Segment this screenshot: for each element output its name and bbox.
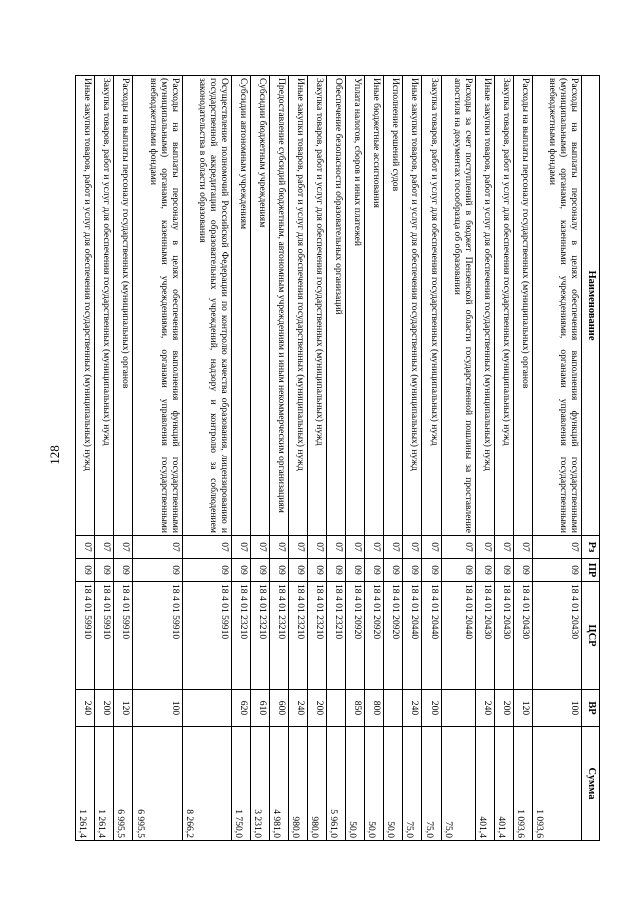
row-vr: 600 [269,690,288,727]
row-vr: 800 [365,690,384,727]
row-name: Осуществление полномочий Российской Федерации по контролю качества образования, лицензированию и государственной аккредитации образовательных учреждений, надзору и контролю за соблюдением законодательства в области образования [182,76,231,536]
row-csr: 18 4 01 23210 [250,582,269,690]
row-sum: 6 995,5 [133,727,182,841]
row-csr: 18 4 01 20440 [403,582,422,690]
row-vr [384,690,403,727]
row-sum: 6 995,5 [114,727,133,841]
row-rz: 07 [346,536,365,559]
row-rz: 07 [327,536,346,559]
table-row [403,76,422,841]
row-csr: 18 4 01 20430 [475,582,494,690]
table-row [231,76,250,841]
row-pr: 09 [269,559,288,582]
table-row [384,76,403,841]
table-row [422,76,441,841]
row-csr: 18 4 01 59910 [133,582,182,690]
row-rz: 07 [441,536,475,559]
row-pr: 09 [133,559,182,582]
row-csr: 18 4 01 20920 [365,582,384,690]
row-pr: 09 [250,559,269,582]
row-name: Расходы на выплаты персоналу государственных (муниципальных) органов [513,76,532,536]
row-name: Исполнение решений судов [384,76,403,536]
row-vr: 200 [95,690,114,727]
table-row [76,76,95,841]
row-vr [441,690,475,727]
row-rz: 07 [494,536,513,559]
row-rz: 07 [532,536,581,559]
header-sum: Сумма [582,727,600,841]
row-vr [327,690,346,727]
row-name: Закупка товаров, работ и услуг для обеспечения государственных (муниципальных) нужд [95,76,114,536]
row-pr: 09 [441,559,475,582]
row-csr: 18 4 01 20920 [384,582,403,690]
row-rz: 07 [133,536,182,559]
table-row [133,76,182,841]
row-rz: 07 [422,536,441,559]
row-sum: 980,0 [288,727,307,841]
table-header-row [582,76,600,841]
row-rz: 07 [475,536,494,559]
row-rz: 07 [513,536,532,559]
row-pr: 09 [346,559,365,582]
row-sum: 75,0 [441,727,475,841]
row-pr: 09 [365,559,384,582]
row-csr: 18 4 01 59910 [76,582,95,690]
row-pr: 09 [288,559,307,582]
table-row [513,76,532,841]
row-pr: 09 [182,559,231,582]
row-name: Обеспечение безопасности образовательных организаций [327,76,346,536]
table-row [475,76,494,841]
row-pr: 09 [76,559,95,582]
row-rz: 07 [365,536,384,559]
row-csr: 18 4 01 23210 [288,582,307,690]
row-rz: 07 [95,536,114,559]
row-rz: 07 [384,536,403,559]
row-name: Расходы на выплаты персоналу государственных (муниципальных) органов [114,76,133,536]
row-csr: 18 4 01 23210 [231,582,250,690]
row-pr: 09 [231,559,250,582]
row-rz: 07 [403,536,422,559]
row-sum: 1 261,4 [76,727,95,841]
header-vr: ВР [582,690,600,727]
row-rz: 07 [308,536,327,559]
row-pr: 09 [403,559,422,582]
table-row [95,76,114,841]
row-vr: 200 [308,690,327,727]
row-sum: 75,0 [403,727,422,841]
row-csr: 18 4 01 59910 [95,582,114,690]
row-rz: 07 [231,536,250,559]
row-name: Расходы за счет поступлений в бюджет Пензенской области государственной пошлины за проставление апостиля на документах госообразца об образовании [441,76,475,536]
table-row [494,76,513,841]
row-csr: 18 4 01 20430 [513,582,532,690]
row-pr: 09 [494,559,513,582]
row-csr: 18 4 01 20430 [494,582,513,690]
row-vr: 850 [346,690,365,727]
row-vr: 610 [250,690,269,727]
row-name: Уплата налогов, сборов и иных платежей [346,76,365,536]
row-name: Расходы на выплаты персоналу в целях обеспечения выполнения функций государственными (муниципальными) органами, казенными учреждениями, органами управления государственными внебюджетными фондами [532,76,581,536]
row-sum: 50,0 [384,727,403,841]
row-sum: 75,0 [422,727,441,841]
table-row [327,76,346,841]
table-row [182,76,231,841]
row-vr: 240 [403,690,422,727]
row-csr: 18 4 01 20440 [441,582,475,690]
row-vr: 200 [494,690,513,727]
row-vr: 100 [133,690,182,727]
row-sum: 1 750,0 [231,727,250,841]
row-rz: 07 [76,536,95,559]
row-sum: 8 266,2 [182,727,231,841]
table-row [114,76,133,841]
row-sum: 1 093,6 [513,727,532,841]
budget-table-container [75,75,600,840]
page-number: 128 [47,445,62,465]
header-pr: ПР [582,559,600,582]
row-name: Закупка товаров, работ и услуг для обеспечения государственных (муниципальных) нужд [422,76,441,536]
table-row [365,76,384,841]
table-row [269,76,288,841]
row-sum: 401,4 [494,727,513,841]
header-rz: Рз [582,536,600,559]
row-name: Иные закупки товаров, работ и услуг для обеспечения государственных (муниципальных) нужд [76,76,95,536]
table-row [441,76,475,841]
row-name: Предоставление субсидий бюджетным, автономным учреждениям и иным некоммерческим организациям [269,76,288,536]
row-name: Иные закупки товаров, работ и услуг для обеспечения государственных (муниципальных) нужд [475,76,494,536]
row-sum: 50,0 [365,727,384,841]
row-pr: 09 [384,559,403,582]
row-name: Иные закупки товаров, работ и услуг для обеспечения государственных (муниципальных) нужд [403,76,422,536]
row-vr: 120 [513,690,532,727]
row-rz: 07 [250,536,269,559]
row-name: Закупка товаров, работ и услуг для обеспечения государственных (муниципальных) нужд [308,76,327,536]
row-vr: 120 [114,690,133,727]
row-sum: 1 093,6 [532,727,581,841]
row-sum: 50,0 [346,727,365,841]
row-pr: 09 [114,559,133,582]
table-row [346,76,365,841]
row-vr: 240 [76,690,95,727]
row-name: Иные закупки товаров, работ и услуг для обеспечения государственных (муниципальных) нужд [288,76,307,536]
row-csr: 18 4 01 20440 [422,582,441,690]
row-name: Закупка товаров, работ и услуг для обеспечения государственных (муниципальных) нужд [494,76,513,536]
row-vr [182,690,231,727]
row-name: Расходы на выплаты персоналу в целях обеспечения выполнения функций государственными (муниципальными) органами, казенными учреждениями, органами управления государственными внебюджетными фондами [133,76,182,536]
budget-table [75,75,600,841]
row-rz: 07 [182,536,231,559]
row-pr: 09 [308,559,327,582]
table-row [250,76,269,841]
row-csr: 18 4 01 23210 [308,582,327,690]
row-sum: 401,4 [475,727,494,841]
row-sum: 5 961,0 [327,727,346,841]
header-csr: ЦСР [582,582,600,690]
row-rz: 07 [269,536,288,559]
row-rz: 07 [288,536,307,559]
row-csr: 18 4 01 20430 [532,582,581,690]
row-rz: 07 [114,536,133,559]
row-vr: 200 [422,690,441,727]
row-sum: 4 981,0 [269,727,288,841]
table-row [532,76,581,841]
row-csr: 18 4 01 23210 [327,582,346,690]
row-csr: 18 4 01 23210 [269,582,288,690]
row-pr: 09 [95,559,114,582]
row-csr: 18 4 01 59910 [114,582,133,690]
row-name: Иные бюджетные ассигнования [365,76,384,536]
row-pr: 09 [475,559,494,582]
row-pr: 09 [513,559,532,582]
row-name: Субсидии автономным учреждениям [231,76,250,536]
row-pr: 09 [327,559,346,582]
row-vr: 620 [231,690,250,727]
row-sum: 980,0 [308,727,327,841]
row-vr: 100 [532,690,581,727]
table-row [288,76,307,841]
row-vr: 240 [475,690,494,727]
row-csr: 18 4 01 20920 [346,582,365,690]
header-name: Наименование [582,76,600,536]
row-name: Субсидии бюджетным учреждениям [250,76,269,536]
row-vr: 240 [288,690,307,727]
row-pr: 09 [532,559,581,582]
row-sum: 3 231,0 [250,727,269,841]
table-row [308,76,327,841]
row-sum: 1 261,4 [95,727,114,841]
row-pr: 09 [422,559,441,582]
row-csr: 18 4 01 59910 [182,582,231,690]
